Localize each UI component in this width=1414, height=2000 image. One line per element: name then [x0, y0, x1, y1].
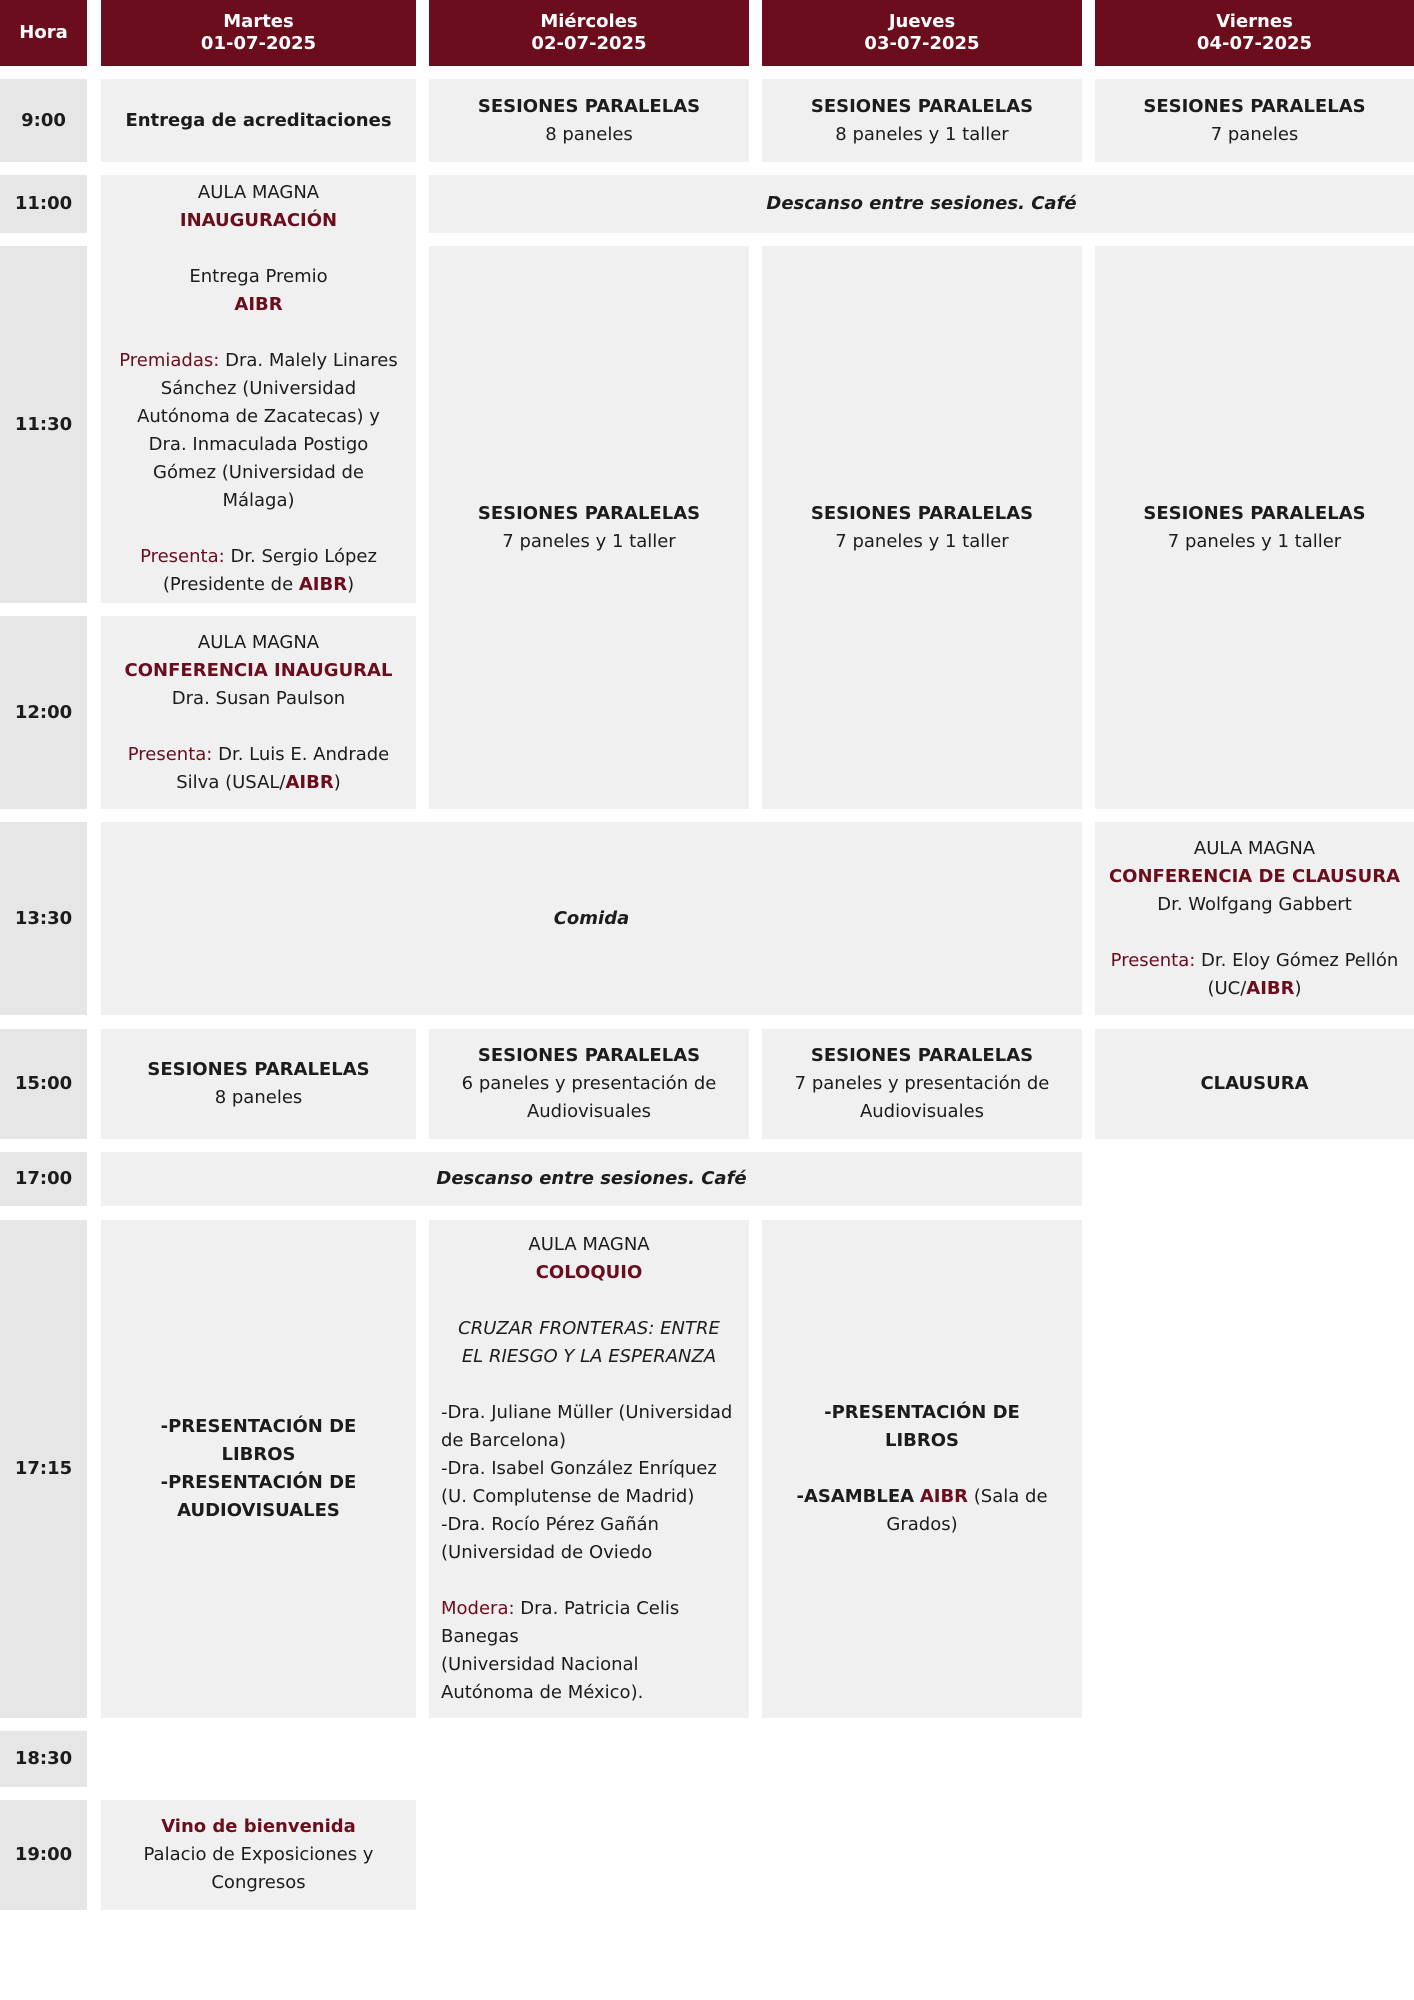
moderator — [441, 1595, 737, 1651]
audiovisual-presentation: -PRESENTACIÓN DE AUDIOVISUALES — [160, 1472, 357, 1521]
event-title: SESIONES PARALELAS — [477, 95, 701, 117]
event-accreditation: Entrega de acreditaciones — [125, 109, 392, 131]
time-label: 13:30 — [14, 907, 73, 929]
event-detail: 6 paneles y presentación de Audiovisuales — [461, 1073, 717, 1122]
cell-tue-0900 — [101, 79, 416, 162]
panelist: -Dra. Isabel González Enríquez (U. Complutense de Madrid) — [441, 1458, 717, 1507]
panelist-list — [441, 1399, 737, 1707]
premiadas-label: Premiadas: — [119, 350, 220, 371]
header-day-friday — [1095, 0, 1414, 66]
event-title: SESIONES PARALELAS — [810, 502, 1034, 524]
time-0900 — [0, 79, 87, 162]
header-hora-label: Hora — [19, 22, 68, 43]
cell-fri-1130 — [1095, 246, 1414, 809]
time-1100 — [0, 175, 87, 233]
cell-thu-0900 — [762, 79, 1082, 162]
event-closing: CLAUSURA — [1200, 1073, 1309, 1094]
moderator-affiliation: (Universidad Nacional Autónoma de México). — [441, 1654, 644, 1703]
event-title: SESIONES PARALELAS — [1143, 502, 1366, 524]
presenter-affiliation: (UC/AIBR) — [1207, 977, 1302, 999]
panelist: -Dra. Rocío Pérez Gañán (Universidad de Oviedo — [441, 1514, 659, 1563]
venue: AULA MAGNA — [528, 1234, 650, 1255]
premiadas-text: Dra. Malely Linares Sánchez (Universidad Autónoma de Zacatecas) y Dra. Inmaculada Postigo Gómez (Universidad de Málaga) — [137, 350, 398, 511]
cell-wed-0900 — [429, 79, 749, 162]
time-1130 — [0, 246, 87, 603]
lunch-label: Comida — [553, 907, 630, 929]
time-1900 — [0, 1800, 87, 1910]
cell-thu-1130 — [762, 246, 1082, 809]
cell-wed-1500 — [429, 1029, 749, 1139]
time-label: 18:30 — [14, 1748, 73, 1769]
time-label: 19:00 — [14, 1844, 73, 1865]
header-day-tuesday — [101, 0, 416, 66]
time-label: 17:15 — [14, 1458, 73, 1479]
cell-wed-coloquio — [429, 1220, 749, 1718]
presenter-name: Dr. Sergio López — [230, 546, 377, 567]
header-hora — [0, 0, 87, 66]
venue: AULA MAGNA — [197, 631, 320, 653]
time-1330 — [0, 822, 87, 1015]
event-title: CONFERENCIA DE CLAUSURA — [1108, 865, 1401, 887]
event-title: SESIONES PARALELAS — [147, 1059, 370, 1080]
header-day-wednesday — [429, 0, 749, 66]
cell-fri-0900 — [1095, 79, 1414, 162]
cell-thu-1715 — [762, 1220, 1082, 1718]
presenta-label: Presenta: — [140, 546, 225, 567]
cell-break-1700 — [101, 1152, 1082, 1206]
day-name: Martes — [223, 11, 294, 32]
event-title: SESIONES PARALELAS — [810, 1045, 1034, 1066]
day-date: 02-07-2025 — [531, 33, 647, 54]
time-label: 9:00 — [21, 109, 66, 131]
presenta-label: Presenta: — [127, 743, 213, 765]
break-label: Descanso entre sesiones. Café — [766, 193, 1077, 214]
presenta-label: Presenta: — [1110, 949, 1196, 971]
day-name: Jueves — [888, 11, 956, 32]
coloquio-subtitle: CRUZAR FRONTERAS: ENTRE EL RIESGO Y LA ESPERANZA — [458, 1318, 720, 1367]
event-detail: 7 paneles y 1 taller — [1167, 530, 1342, 552]
cell-fri-1500 — [1095, 1029, 1414, 1139]
event-detail: 7 paneles y presentación de Audiovisuales — [794, 1073, 1050, 1122]
day-name: Miércoles — [540, 11, 638, 32]
time-1715 — [0, 1220, 87, 1718]
time-label: 11:30 — [14, 413, 73, 435]
book-presentation: -PRESENTACIÓN DE LIBROS — [824, 1402, 1020, 1451]
cell-break-1100 — [429, 175, 1414, 233]
event-detail: 8 paneles y 1 taller — [835, 123, 1009, 145]
moderator-name: Dra. Patricia Celis Banegas — [441, 1598, 680, 1647]
event-detail: 7 paneles y 1 taller — [502, 530, 676, 552]
header-day-thursday — [762, 0, 1082, 66]
event-detail: 7 paneles — [1210, 123, 1299, 145]
book-presentation: -PRESENTACIÓN DE LIBROS — [160, 1416, 357, 1465]
spacer — [441, 1567, 737, 1595]
event-title: CONFERENCIA INAUGURAL — [124, 659, 393, 681]
event-title: SESIONES PARALELAS — [810, 95, 1034, 117]
break-label: Descanso entre sesiones. Café — [436, 1168, 747, 1189]
time-1200 — [0, 616, 87, 809]
event-title: Vino de bienvenida — [161, 1816, 356, 1837]
day-date: 04-07-2025 — [1196, 33, 1313, 54]
event-title: SESIONES PARALELAS — [477, 502, 701, 524]
cell-thu-1500 — [762, 1029, 1082, 1139]
cell-tue-1900 — [101, 1800, 416, 1910]
aibr-name: AIBR — [234, 294, 283, 315]
event-title: COLOQUIO — [535, 1262, 643, 1283]
event-detail: 8 paneles — [214, 1087, 303, 1108]
speaker: Dr. Wolfgang Gabbert — [1157, 893, 1352, 915]
cell-tue-inauguracion — [101, 175, 416, 603]
event-title: SESIONES PARALELAS — [1143, 95, 1366, 117]
day-date: 01-07-2025 — [200, 33, 317, 54]
day-date: 03-07-2025 — [864, 33, 980, 54]
venue: AULA MAGNA — [197, 182, 320, 203]
cell-tue-conferencia-inaugural — [101, 616, 416, 809]
presenter-name: Dr. Luis E. Andrade Silva — [176, 743, 390, 793]
time-label: 17:00 — [14, 1168, 73, 1189]
cell-fri-conferencia-clausura — [1095, 822, 1414, 1015]
cell-tue-1500 — [101, 1029, 416, 1139]
premiadas — [117, 347, 400, 515]
time-1500 — [0, 1029, 87, 1139]
time-label: 11:00 — [14, 193, 73, 214]
panelist: -Dra. Juliane Müller (Universidad de Barcelona) — [441, 1402, 733, 1451]
event-detail: 8 paneles — [545, 123, 633, 145]
cell-tue-1715 — [101, 1220, 416, 1718]
award-label: Entrega Premio — [189, 266, 328, 287]
presenter: Presenta: Dr. Luis E. Andrade Silva (USAL/AIBR) — [127, 743, 390, 793]
modera-label: Modera: — [441, 1598, 515, 1619]
time-1830 — [0, 1731, 87, 1787]
event-title: INAUGURACIÓN — [179, 210, 338, 231]
time-label: 15:00 — [14, 1073, 73, 1094]
presenter-name: Dr. Eloy Gómez Pellón — [1201, 949, 1399, 971]
presenter — [140, 543, 377, 571]
cell-lunch-1330 — [101, 822, 1082, 1015]
assembly: -ASAMBLEA AIBR (Sala de Grados) — [796, 1486, 1048, 1535]
event-title: SESIONES PARALELAS — [477, 1045, 701, 1066]
time-label: 12:00 — [14, 701, 73, 723]
event-place: Palacio de Exposiciones y Congresos — [143, 1844, 374, 1893]
venue: AULA MAGNA — [1193, 837, 1316, 859]
presenter-role: (Presidente de AIBR) — [162, 574, 355, 595]
event-detail: 7 paneles y 1 taller — [835, 530, 1009, 552]
day-name: Viernes — [1216, 11, 1293, 32]
speaker: Dra. Susan Paulson — [171, 687, 346, 709]
cell-wed-1130 — [429, 246, 749, 809]
presenter — [1111, 947, 1399, 975]
time-1700 — [0, 1152, 87, 1206]
